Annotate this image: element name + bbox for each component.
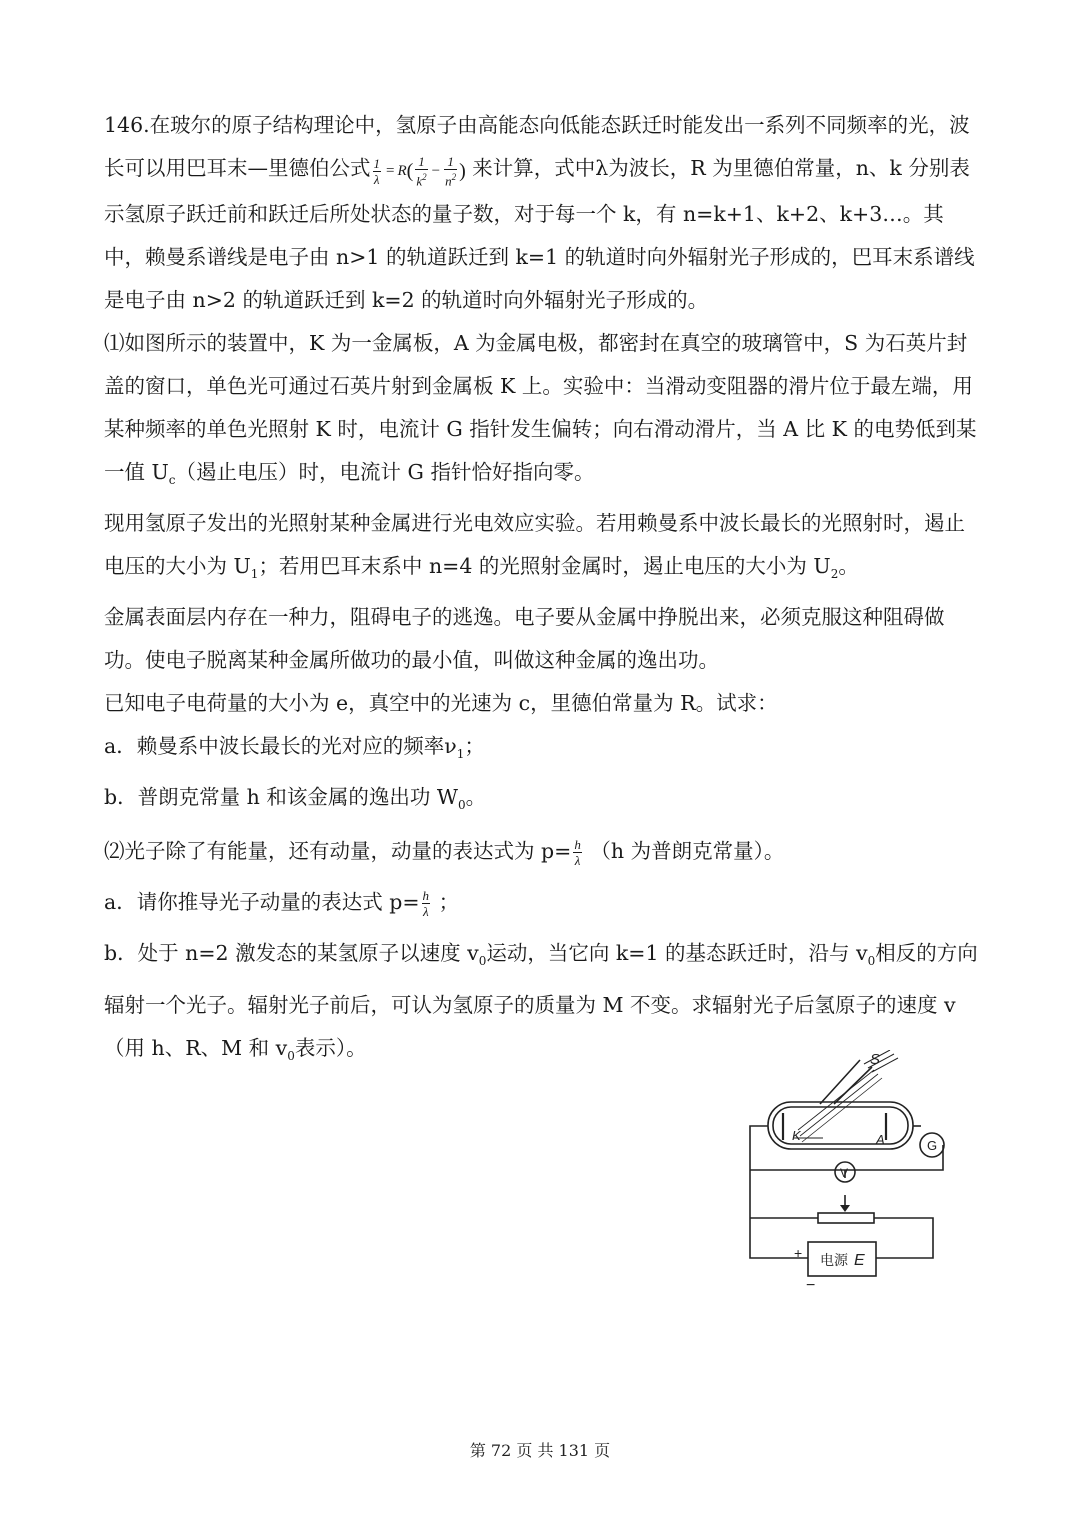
q2b-b: 运动，当它向 k=1 的基态跃迁时，沿与 v <box>486 941 868 966</box>
q2a-end: ； <box>438 890 460 915</box>
q2a-den: λ <box>422 904 429 920</box>
formula-rparen: ) <box>459 160 466 183</box>
wire-rheostat-right <box>874 1218 933 1258</box>
known-quantities: 已知电子电荷量的大小为 e，真空中的光速为 c，里德伯常量为 R。试求： <box>104 691 778 716</box>
formula-r: R <box>397 163 407 180</box>
part1-exp-sub1: 1 <box>250 567 259 582</box>
window-edge-right <box>834 1067 872 1104</box>
question-1a <box>104 725 984 776</box>
vacuum-tube <box>768 1102 913 1149</box>
source-e: E <box>854 1252 865 1269</box>
formula-lhs <box>373 156 382 187</box>
formula-lparen: ( <box>406 160 414 183</box>
part1-setup <box>104 322 984 502</box>
part1-exp-b: ；若用巴耳末系中 n=4 的光照射金属时，遏止电压的大小为 U <box>258 554 831 579</box>
label-g: G <box>927 1138 938 1153</box>
formula-t1-exp: 2 <box>422 172 427 183</box>
formula-lhs-num: 1 <box>373 156 380 172</box>
problem-intro <box>104 104 984 322</box>
label-k: K <box>792 1128 801 1143</box>
light-ray-1 <box>798 1070 874 1130</box>
q2a-num: h <box>422 888 430 904</box>
problem-text <box>104 104 984 1078</box>
formula-lhs-den: λ <box>373 172 380 188</box>
part2-text-a: ⑵光子除了有能量，还有动量，动量的表达式为 p= <box>104 839 572 864</box>
q2b-sub2: 0 <box>867 954 876 969</box>
q2a-text: a．请你推导光子动量的表达式 p= <box>104 890 420 915</box>
momentum-formula <box>573 837 582 868</box>
rheostat <box>818 1213 874 1223</box>
q1b-end: 。 <box>465 785 487 810</box>
part1-setup-end: （遏止电压）时，电流计 G 指针恰好指向零。 <box>175 460 595 485</box>
light-ray-3 <box>802 1078 882 1142</box>
source-label: 电源 <box>820 1253 848 1269</box>
label-v: V <box>840 1166 849 1180</box>
q2b-a: b．处于 n=2 激发态的某氢原子以速度 v <box>104 941 479 966</box>
q2b-sub1: 0 <box>478 954 487 969</box>
photoelectric-circuit-figure <box>738 1050 958 1300</box>
label-a: A <box>876 1132 885 1147</box>
q2b-c: 相反的方向辐射一个光子。辐射光子前后，可认为氢原子的质量为 M 不变。求辐射光子后氢原子的速度 v（用 h、R、M 和 v <box>104 941 978 1060</box>
problem-number: 146. <box>104 113 150 137</box>
part1-exp-a: 现用氢原子发出的光照射某种金属进行光电效应实验。若用赖曼系中波长最长的光照射时，遏止电压的大小为 U <box>104 511 965 579</box>
formula-t1-num: 1 <box>415 154 427 170</box>
page-footer: 第 72 页 共 131 页 <box>469 1441 611 1460</box>
formula-t1-den: k <box>416 173 423 189</box>
part1-exp-sub2: 2 <box>830 567 839 582</box>
intro-text-b: 来计算，式中λ为波长，R 为里德伯常量，n、k 分别表示氢原子跃迁前和跃迁后所处状态的量子数，对于每一个 k，有 n=k+1、k+2、k+3…。其中，赖曼系谱线是电子由 n>1 的轨道跃迁到 k=1 的轨道时向外辐射光子形成的，巴耳末系谱线是电子由 n>2 的轨道跃迁到 k=2 的轨道时向外辐射光子形成的。 <box>104 156 975 313</box>
q2a-formula <box>422 888 431 919</box>
label-s: S <box>870 1051 881 1068</box>
q1a-sub: 1 <box>456 747 465 762</box>
formula-t2-num: 1 <box>444 154 457 170</box>
label-minus: − <box>806 1277 816 1294</box>
formula-t2-den: n <box>445 173 452 189</box>
part1-setup-text: ⑴如图所示的装置中，K 为一金属板，A 为金属电极，都密封在真空的玻璃管中，S 为石英片封盖的窗口，单色光可通过石英片射到金属板 K 上。实验中：当滑动变阻器的滑片位于最左端，用某种频率的单色光照射 K 时，电流计 G 指针发生偏转；向右滑动滑片，当 A 比 K 的电势低到某一值 U <box>104 331 977 485</box>
q1a-end: ； <box>464 734 485 759</box>
momentum-den: λ <box>574 853 581 869</box>
part2-text-b: （h 为普朗克常量）。 <box>590 839 785 864</box>
formula-eq: = <box>386 163 395 180</box>
rydberg-formula <box>371 154 466 189</box>
slider-arrow <box>840 1205 850 1212</box>
work-function-text: 金属表面层内存在一种力，阻碍电子的逃逸。电子要从金属中挣脱出来，必须克服这种阻碍做功。使电子脱离某种金属所做功的最小值，叫做这种金属的逸出功。 <box>104 605 945 673</box>
q2b-d: 表示）。 <box>294 1035 367 1060</box>
q1b-sub: 0 <box>457 798 466 813</box>
q2b-sub3: 0 <box>287 1048 295 1063</box>
part2-intro <box>104 830 984 873</box>
part1-experiment <box>104 502 984 596</box>
formula-term2 <box>444 154 457 188</box>
question-1b <box>104 776 984 827</box>
q1b-text: b．普朗克常量 h 和该金属的逸出功 W <box>104 785 458 810</box>
part1-exp-c: 。 <box>838 554 859 579</box>
q1a-text: a．赖曼系中波长最长的光对应的频率ν <box>104 734 457 759</box>
label-plus: + <box>794 1245 803 1261</box>
momentum-num: h <box>574 837 581 853</box>
intro-text-a: 在玻尔的原子结构理论中，氢原子由高能态向低能态跃迁时能发出一系列不同频率的光，波长可以用巴耳末—里德伯公式 <box>104 113 970 180</box>
formula-minus: − <box>431 163 441 180</box>
question-2a <box>104 881 984 924</box>
formula-t2-exp: 2 <box>451 172 457 183</box>
formula-term1 <box>415 154 427 188</box>
part1-setup-sub: c <box>168 473 176 488</box>
